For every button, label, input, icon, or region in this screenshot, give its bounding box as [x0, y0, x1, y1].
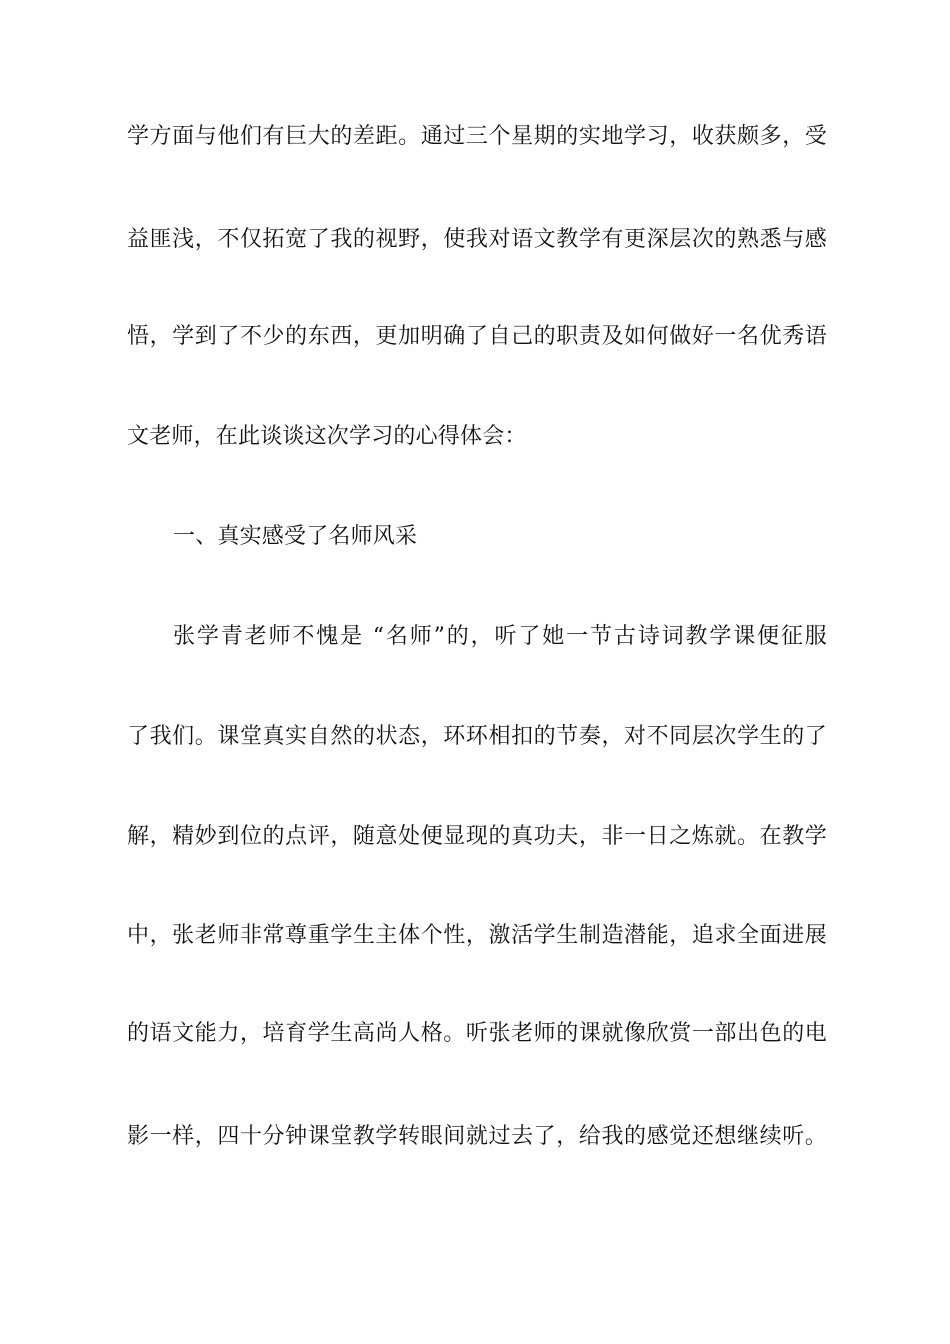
paragraph-line: 影一样，四十分钟课堂教学转眼间就过去了，给我的感觉还想继续听。	[127, 1124, 827, 1149]
paragraph-line: 学方面与他们有巨大的差距。通过三个星期的实地学习，收获颇多，受	[127, 124, 827, 149]
paragraph-line: 益匪浅，不仅拓宽了我的视野，使我对语文教学有更深层次的熟悉与感	[127, 227, 827, 252]
paragraph-line: 张学青老师不愧是 “名师”的，听了她一节古诗词教学课便征服	[173, 624, 827, 649]
paragraph-line: 文老师，在此谈谈这次学习的心得体会：	[127, 424, 527, 449]
section-heading: 一、真实感受了名师风采	[173, 524, 418, 549]
paragraph-line: 了我们。课堂真实自然的状态，环环相扣的节奏，对不同层次学生的了	[127, 724, 827, 749]
paragraph-line: 中，张老师非常尊重学生主体个性，激活学生制造潜能，追求全面进展	[127, 923, 827, 948]
paragraph-line: 悟，学到了不少的东西，更加明确了自己的职责及如何做好一名优秀语	[127, 324, 827, 349]
paragraph-line: 的语文能力，培育学生高尚人格。听张老师的课就像欣赏一部出色的电	[127, 1021, 827, 1046]
paragraph-line: 解，精妙到位的点评，随意处便显现的真功夫，非一日之炼就。在教学	[127, 824, 827, 849]
